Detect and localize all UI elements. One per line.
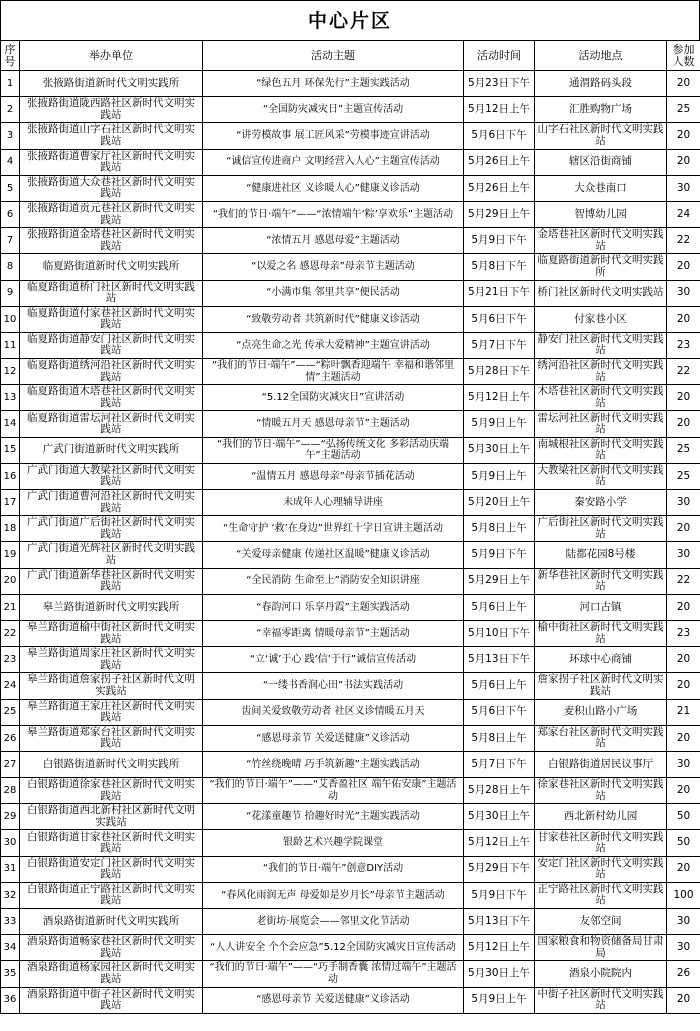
cell-theme: “点亮生命之光 传承大爱精神”主题宣讲活动 bbox=[203, 332, 464, 358]
cell-theme: “我们的节日·端午”——“巧手制香囊 浓情过端午”主题活动 bbox=[203, 961, 464, 987]
cell-count: 20 bbox=[667, 673, 700, 699]
cell-place: 桥门社区新时代文明实践站 bbox=[535, 280, 667, 306]
cell-time: 5月9日上午 bbox=[464, 411, 535, 437]
cell-theme: “温情五月 感恩母亲”母亲节插花活动 bbox=[203, 463, 464, 489]
cell-host: 广武门街道光辉社区新时代文明实践站 bbox=[20, 542, 203, 568]
cell-count: 20 bbox=[667, 254, 700, 280]
cell-count: 23 bbox=[667, 620, 700, 646]
cell-time: 5月8日上午 bbox=[464, 516, 535, 542]
cell-no: 13 bbox=[1, 385, 20, 411]
cell-time: 5月29日上午 bbox=[464, 568, 535, 594]
cell-place: 广后街社区新时代文明实践站 bbox=[535, 516, 667, 542]
cell-theme: 老街坊·展览会——邻里文化节活动 bbox=[203, 909, 464, 935]
cell-time: 5月8日上午 bbox=[464, 725, 535, 751]
cell-host: 白银路街道西北新村社区新时代文明实践站 bbox=[20, 804, 203, 830]
cell-count: 20 bbox=[667, 71, 700, 97]
cell-theme: “立‘诚’于心 践‘信’于行”诚信宣传活动 bbox=[203, 647, 464, 673]
cell-count: 30 bbox=[667, 175, 700, 201]
cell-theme: “竹丝绕晚晴 巧手筑新趣”主题实践活动 bbox=[203, 751, 464, 777]
activity-table bbox=[0, 40, 700, 1014]
cell-theme: “生命守护 ‘救’在身边”世界红十字日宣讲主题活动 bbox=[203, 516, 464, 542]
cell-theme: “我们的节日·端午”创意DIY活动 bbox=[203, 856, 464, 882]
cell-no: 26 bbox=[1, 725, 20, 751]
cell-theme: “健康进社区 义诊暖人心”健康义诊活动 bbox=[203, 175, 464, 201]
cell-no: 27 bbox=[1, 751, 20, 777]
cell-host: 广武门街道新华巷社区新时代文明实践站 bbox=[20, 568, 203, 594]
cell-host: 张掖路街道金塔巷社区新时代文明实践站 bbox=[20, 228, 203, 254]
header-host: 举办单位 bbox=[20, 41, 203, 71]
cell-no: 12 bbox=[1, 359, 20, 385]
cell-time: 5月6日下午 bbox=[464, 306, 535, 332]
cell-no: 19 bbox=[1, 542, 20, 568]
cell-theme: “感恩母亲节 关爱送健康”义诊活动 bbox=[203, 725, 464, 751]
cell-theme: “5.12全国防灾减灾日”宣讲活动 bbox=[203, 385, 464, 411]
cell-theme: “感恩母亲节 关爱送健康”义诊活动 bbox=[203, 987, 464, 1013]
cell-place: 秦安路小学 bbox=[535, 490, 667, 516]
table-row bbox=[1, 359, 700, 385]
cell-place: 西北新村幼儿园 bbox=[535, 804, 667, 830]
cell-time: 5月9日下午 bbox=[464, 228, 535, 254]
cell-theme: 齿间关爱致敬劳动者 社区义诊情暖五月天 bbox=[203, 699, 464, 725]
cell-place: 临夏路街道新时代文明实践所 bbox=[535, 254, 667, 280]
table-row bbox=[1, 594, 700, 620]
cell-place: 雷坛河社区新时代文明实践站 bbox=[535, 411, 667, 437]
cell-host: 临夏路街道雷坛河社区新时代文明实践站 bbox=[20, 411, 203, 437]
cell-time: 5月10日下午 bbox=[464, 620, 535, 646]
table-row bbox=[1, 778, 700, 804]
cell-no: 4 bbox=[1, 149, 20, 175]
table-row bbox=[1, 909, 700, 935]
cell-no: 34 bbox=[1, 935, 20, 961]
cell-time: 5月12日上午 bbox=[464, 385, 535, 411]
table-row bbox=[1, 516, 700, 542]
cell-count: 30 bbox=[667, 909, 700, 935]
cell-host: 白银路街道徐家巷社区新时代文明实践站 bbox=[20, 778, 203, 804]
cell-no: 2 bbox=[1, 97, 20, 123]
cell-place: 付家巷小区 bbox=[535, 306, 667, 332]
cell-no: 15 bbox=[1, 437, 20, 463]
cell-place: 新华巷社区新时代文明实践站 bbox=[535, 568, 667, 594]
cell-time: 5月6日下午 bbox=[464, 699, 535, 725]
cell-host: 张掖路街道陇西路社区新时代文明实践站 bbox=[20, 97, 203, 123]
cell-count: 23 bbox=[667, 332, 700, 358]
cell-host: 广武门街道新时代文明实践所 bbox=[20, 437, 203, 463]
cell-host: 皋兰路街道郑家台社区新时代文明实践站 bbox=[20, 725, 203, 751]
cell-count: 22 bbox=[667, 359, 700, 385]
cell-no: 31 bbox=[1, 856, 20, 882]
header-no: 序号 bbox=[1, 41, 20, 71]
cell-theme: “关爱母亲健康 传递社区温暖”健康义诊活动 bbox=[203, 542, 464, 568]
cell-host: 白银路街道新时代文明实践所 bbox=[20, 751, 203, 777]
cell-no: 30 bbox=[1, 830, 20, 856]
cell-theme: “小满市集 邻里共享”便民活动 bbox=[203, 280, 464, 306]
cell-place: 白银路街道居民议事厅 bbox=[535, 751, 667, 777]
table-row bbox=[1, 254, 700, 280]
table-row bbox=[1, 71, 700, 97]
table-row bbox=[1, 673, 700, 699]
header-time: 活动时间 bbox=[464, 41, 535, 71]
table-row bbox=[1, 280, 700, 306]
cell-count: 25 bbox=[667, 97, 700, 123]
cell-count: 24 bbox=[667, 201, 700, 227]
cell-count: 100 bbox=[667, 882, 700, 908]
cell-time: 5月26日上午 bbox=[464, 149, 535, 175]
cell-count: 25 bbox=[667, 463, 700, 489]
cell-place: 汇胜购物广场 bbox=[535, 97, 667, 123]
cell-theme: “我们的节日·端午”——“粽叶飘香迎端午 幸福和谐邻里情”主题活动 bbox=[203, 359, 464, 385]
cell-time: 5月12日上午 bbox=[464, 97, 535, 123]
cell-place: 正宁路社区新时代文明实践站 bbox=[535, 882, 667, 908]
cell-time: 5月26日上午 bbox=[464, 175, 535, 201]
cell-count: 50 bbox=[667, 830, 700, 856]
cell-place: 甘家巷社区新时代文明实践站 bbox=[535, 830, 667, 856]
cell-place: 徐家巷社区新时代文明实践站 bbox=[535, 778, 667, 804]
cell-count: 22 bbox=[667, 228, 700, 254]
table-row bbox=[1, 490, 700, 516]
cell-no: 35 bbox=[1, 961, 20, 987]
cell-count: 20 bbox=[667, 411, 700, 437]
cell-host: 皋兰路街道王家庄社区新时代文明实践站 bbox=[20, 699, 203, 725]
cell-place: 河口古镇 bbox=[535, 594, 667, 620]
header-theme: 活动主题 bbox=[203, 41, 464, 71]
cell-theme: “春韵河口 乐享丹霞”主题实践活动 bbox=[203, 594, 464, 620]
table-row bbox=[1, 856, 700, 882]
cell-host: 张掖路街道曹家厅社区新时代文明实践站 bbox=[20, 149, 203, 175]
cell-theme: “浓情五月 感恩母爱”主题活动 bbox=[203, 228, 464, 254]
cell-no: 21 bbox=[1, 594, 20, 620]
table-row bbox=[1, 228, 700, 254]
cell-theme: “我们的节日·端午”——“弘扬传统文化 多彩活动庆端午”主题活动 bbox=[203, 437, 464, 463]
cell-no: 32 bbox=[1, 882, 20, 908]
cell-time: 5月23日下午 bbox=[464, 71, 535, 97]
cell-theme: “我们的节日·端午”——“浓情端午‘粽’享欢乐”主题活动 bbox=[203, 201, 464, 227]
cell-count: 30 bbox=[667, 542, 700, 568]
cell-host: 皋兰路街道詹家拐子社区新时代文明实践站 bbox=[20, 673, 203, 699]
cell-time: 5月9日下午 bbox=[464, 542, 535, 568]
cell-place: 木塔巷社区新时代文明实践站 bbox=[535, 385, 667, 411]
table-row bbox=[1, 751, 700, 777]
cell-count: 20 bbox=[667, 647, 700, 673]
cell-host: 白银路街道正宁路社区新时代文明实践站 bbox=[20, 882, 203, 908]
cell-time: 5月8日下午 bbox=[464, 254, 535, 280]
cell-theme: “人人讲安全 个个会应急”5.12全国防灾减灾日宣传活动 bbox=[203, 935, 464, 961]
cell-host: 酒泉路街道新时代文明实践所 bbox=[20, 909, 203, 935]
cell-theme: “全国防灾减灾日”主题宣传活动 bbox=[203, 97, 464, 123]
cell-count: 30 bbox=[667, 280, 700, 306]
cell-theme: 未成年人心理辅导讲座 bbox=[203, 490, 464, 516]
cell-count: 20 bbox=[667, 149, 700, 175]
header-place: 活动地点 bbox=[535, 41, 667, 71]
table-row bbox=[1, 542, 700, 568]
cell-no: 25 bbox=[1, 699, 20, 725]
cell-place: 酒泉小院院内 bbox=[535, 961, 667, 987]
cell-host: 张掖路街道山字石社区新时代文明实践站 bbox=[20, 123, 203, 149]
header-row bbox=[1, 41, 700, 71]
cell-place: 山字石社区新时代文明实践站 bbox=[535, 123, 667, 149]
cell-place: 友邻空间 bbox=[535, 909, 667, 935]
cell-host: 临夏路街道木塔巷社区新时代文明实践站 bbox=[20, 385, 203, 411]
cell-no: 18 bbox=[1, 516, 20, 542]
cell-count: 30 bbox=[667, 751, 700, 777]
cell-no: 17 bbox=[1, 490, 20, 516]
cell-host: 白银路街道甘家巷社区新时代文明实践站 bbox=[20, 830, 203, 856]
cell-host: 酒泉路街道中街子社区新时代文明实践站 bbox=[20, 987, 203, 1013]
cell-no: 1 bbox=[1, 71, 20, 97]
cell-count: 20 bbox=[667, 516, 700, 542]
cell-count: 20 bbox=[667, 306, 700, 332]
cell-host: 皋兰路街道榆中街社区新时代文明实践站 bbox=[20, 620, 203, 646]
cell-place: 安定门社区新时代文明实践站 bbox=[535, 856, 667, 882]
cell-no: 28 bbox=[1, 778, 20, 804]
cell-count: 20 bbox=[667, 856, 700, 882]
cell-count: 26 bbox=[667, 961, 700, 987]
table-row bbox=[1, 725, 700, 751]
cell-host: 皋兰路街道新时代文明实践所 bbox=[20, 594, 203, 620]
cell-place: 南城根社区新时代文明实践站 bbox=[535, 437, 667, 463]
cell-place: 詹家拐子社区新时代文明实践站 bbox=[535, 673, 667, 699]
cell-theme: “讲劳模故事 展工匠风采”劳模事迹宣讲活动 bbox=[203, 123, 464, 149]
cell-count: 20 bbox=[667, 594, 700, 620]
cell-theme: “我们的节日·端午”——“艾香盈社区 端午佑安康”主题活动 bbox=[203, 778, 464, 804]
table-row bbox=[1, 882, 700, 908]
cell-theme: “一缕书香润心田”书法实践活动 bbox=[203, 673, 464, 699]
table-row bbox=[1, 175, 700, 201]
cell-place: 环球中心商铺 bbox=[535, 647, 667, 673]
cell-theme: “春风化雨润无声 母爱如是岁月长”母亲节主题活动 bbox=[203, 882, 464, 908]
table-row bbox=[1, 149, 700, 175]
cell-place: 静安门社区新时代文明实践站 bbox=[535, 332, 667, 358]
cell-theme: “以爱之名 感恩母亲”母亲节主题活动 bbox=[203, 254, 464, 280]
cell-count: 20 bbox=[667, 778, 700, 804]
cell-no: 23 bbox=[1, 647, 20, 673]
cell-host: 临夏路街道付家巷社区新时代文明实践站 bbox=[20, 306, 203, 332]
table-body bbox=[1, 71, 700, 1014]
cell-place: 郑家台社区新时代文明实践站 bbox=[535, 725, 667, 751]
cell-time: 5月13日下午 bbox=[464, 909, 535, 935]
cell-place: 麦积山路小广场 bbox=[535, 699, 667, 725]
table-row bbox=[1, 437, 700, 463]
table-row bbox=[1, 647, 700, 673]
table-row bbox=[1, 411, 700, 437]
table-row bbox=[1, 620, 700, 646]
cell-time: 5月30日上午 bbox=[464, 437, 535, 463]
cell-no: 20 bbox=[1, 568, 20, 594]
cell-time: 5月29日下午 bbox=[464, 856, 535, 882]
cell-no: 22 bbox=[1, 620, 20, 646]
table-row bbox=[1, 568, 700, 594]
header-count: 参加人数 bbox=[667, 41, 700, 71]
cell-host: 临夏路街道绣河沿社区新时代文明实践站 bbox=[20, 359, 203, 385]
cell-theme: “全民消防 生命至上”消防安全知识讲座 bbox=[203, 568, 464, 594]
cell-count: 50 bbox=[667, 804, 700, 830]
table-row bbox=[1, 699, 700, 725]
cell-no: 5 bbox=[1, 175, 20, 201]
table-row bbox=[1, 306, 700, 332]
table-row bbox=[1, 804, 700, 830]
cell-theme: “情暖五月天 感恩母亲节”主题活动 bbox=[203, 411, 464, 437]
cell-no: 11 bbox=[1, 332, 20, 358]
cell-no: 24 bbox=[1, 673, 20, 699]
cell-host: 临夏路街道静安门社区新时代文明实践站 bbox=[20, 332, 203, 358]
table-row bbox=[1, 935, 700, 961]
cell-no: 14 bbox=[1, 411, 20, 437]
cell-no: 7 bbox=[1, 228, 20, 254]
cell-time: 5月9日下午 bbox=[464, 882, 535, 908]
cell-theme: “绿色五月 环保先行”主题实践活动 bbox=[203, 71, 464, 97]
table-row bbox=[1, 830, 700, 856]
cell-host: 酒泉路街道杨家园社区新时代文明实践站 bbox=[20, 961, 203, 987]
cell-time: 5月21日下午 bbox=[464, 280, 535, 306]
cell-time: 5月9日上午 bbox=[464, 987, 535, 1013]
cell-count: 20 bbox=[667, 123, 700, 149]
cell-count: 20 bbox=[667, 987, 700, 1013]
cell-no: 3 bbox=[1, 123, 20, 149]
table-row bbox=[1, 332, 700, 358]
cell-no: 16 bbox=[1, 463, 20, 489]
cell-time: 5月30日上午 bbox=[464, 804, 535, 830]
cell-host: 张掖路街道贡元巷社区新时代文明实践站 bbox=[20, 201, 203, 227]
cell-time: 5月20日上午 bbox=[464, 490, 535, 516]
cell-theme: “花漾童趣节 拾趣好时光”主题实践活动 bbox=[203, 804, 464, 830]
table-row bbox=[1, 97, 700, 123]
cell-count: 25 bbox=[667, 437, 700, 463]
cell-theme: 银龄艺术兴趣学院课堂 bbox=[203, 830, 464, 856]
cell-host: 酒泉路街道畅家巷社区新时代文明实践站 bbox=[20, 935, 203, 961]
cell-place: 大众巷南口 bbox=[535, 175, 667, 201]
cell-time: 5月13日下午 bbox=[464, 647, 535, 673]
cell-no: 33 bbox=[1, 909, 20, 935]
cell-place: 金塔巷社区新时代文明实践站 bbox=[535, 228, 667, 254]
cell-place: 通渭路码头段 bbox=[535, 71, 667, 97]
table-row bbox=[1, 385, 700, 411]
cell-count: 20 bbox=[667, 725, 700, 751]
cell-time: 5月6日上午 bbox=[464, 673, 535, 699]
cell-place: 大教梁社区新时代文明实践站 bbox=[535, 463, 667, 489]
cell-host: 张掖路街道大众巷社区新时代文明实践站 bbox=[20, 175, 203, 201]
table-header bbox=[1, 41, 700, 71]
cell-count: 22 bbox=[667, 568, 700, 594]
cell-time: 5月12日上午 bbox=[464, 830, 535, 856]
cell-count: 20 bbox=[667, 385, 700, 411]
cell-theme: “诚信宣传进商户 文明经营入人心”主题宣传活动 bbox=[203, 149, 464, 175]
cell-no: 36 bbox=[1, 987, 20, 1013]
cell-host: 皋兰路街道周家庄社区新时代文明实践站 bbox=[20, 647, 203, 673]
table-row bbox=[1, 987, 700, 1013]
cell-place: 中街子社区新时代文明实践站 bbox=[535, 987, 667, 1013]
cell-time: 5月29日上午 bbox=[464, 201, 535, 227]
cell-count: 30 bbox=[667, 935, 700, 961]
cell-host: 广武门街道广后街社区新时代文明实践站 bbox=[20, 516, 203, 542]
cell-host: 白银路街道安定门社区新时代文明实践站 bbox=[20, 856, 203, 882]
table-row bbox=[1, 123, 700, 149]
cell-no: 29 bbox=[1, 804, 20, 830]
cell-time: 5月6日上午 bbox=[464, 594, 535, 620]
cell-place: 国家粮食和物资储备局甘肃局 bbox=[535, 935, 667, 961]
cell-place: 智博幼儿园 bbox=[535, 201, 667, 227]
cell-time: 5月28日上午 bbox=[464, 778, 535, 804]
cell-no: 9 bbox=[1, 280, 20, 306]
cell-theme: “幸福零距离 情暖母亲节”主题活动 bbox=[203, 620, 464, 646]
cell-time: 5月30日上午 bbox=[464, 961, 535, 987]
cell-time: 5月9日上午 bbox=[464, 463, 535, 489]
cell-count: 30 bbox=[667, 490, 700, 516]
page-title: 中心片区 bbox=[0, 0, 700, 40]
cell-time: 5月12日上午 bbox=[464, 935, 535, 961]
table-row bbox=[1, 463, 700, 489]
table-row bbox=[1, 961, 700, 987]
cell-host: 广武门街道曹河沿社区新时代文明实践站 bbox=[20, 490, 203, 516]
cell-time: 5月6日下午 bbox=[464, 123, 535, 149]
cell-place: 榆中街社区新时代文明实践站 bbox=[535, 620, 667, 646]
cell-no: 10 bbox=[1, 306, 20, 332]
cell-time: 5月7日下午 bbox=[464, 751, 535, 777]
table-row bbox=[1, 201, 700, 227]
cell-host: 张掖路街道新时代文明实践所 bbox=[20, 71, 203, 97]
cell-place: 绣河沿社区新时代文明实践站 bbox=[535, 359, 667, 385]
cell-place: 辖区沿街商铺 bbox=[535, 149, 667, 175]
cell-host: 广武门街道大教梁社区新时代文明实践站 bbox=[20, 463, 203, 489]
cell-no: 6 bbox=[1, 201, 20, 227]
cell-host: 临夏路街道新时代文明实践所 bbox=[20, 254, 203, 280]
cell-time: 5月28日下午 bbox=[464, 359, 535, 385]
cell-no: 8 bbox=[1, 254, 20, 280]
cell-host: 临夏路街道桥门社区新时代文明实践站 bbox=[20, 280, 203, 306]
cell-theme: “致敬劳动者 共筑新时代”健康义诊活动 bbox=[203, 306, 464, 332]
cell-count: 21 bbox=[667, 699, 700, 725]
cell-place: 陆都花园8号楼 bbox=[535, 542, 667, 568]
cell-time: 5月7日下午 bbox=[464, 332, 535, 358]
